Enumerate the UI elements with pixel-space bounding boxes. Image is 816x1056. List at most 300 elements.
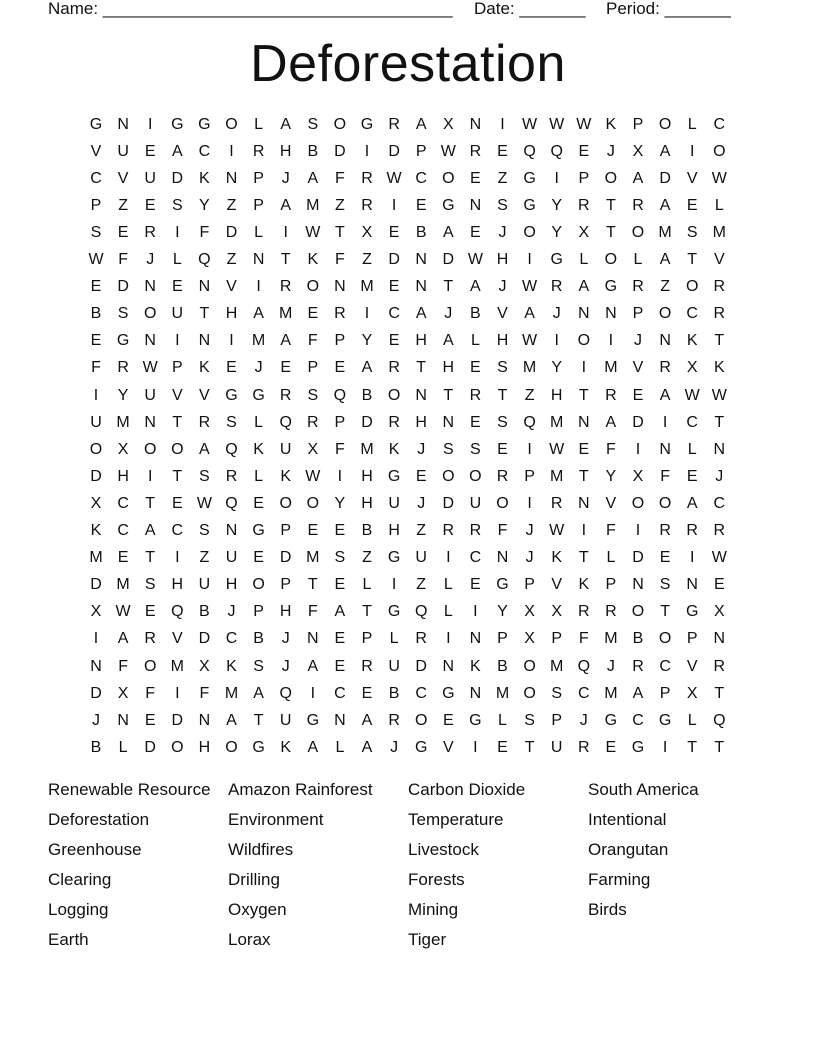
grid-letter[interactable]: I [500, 115, 505, 133]
grid-letter[interactable]: O [171, 738, 184, 756]
grid-letter[interactable]: U [198, 576, 211, 594]
grid-letter[interactable]: J [92, 711, 100, 729]
grid-letter[interactable]: O [225, 738, 238, 756]
grid-letter[interactable]: N [578, 494, 590, 512]
grid-letter[interactable]: P [334, 332, 346, 350]
grid-letter[interactable]: O [143, 305, 157, 323]
grid-letter[interactable]: S [497, 413, 508, 431]
grid-letter[interactable]: Q [523, 413, 536, 431]
grid-letter[interactable]: V [605, 494, 617, 512]
grid-letter[interactable]: R [307, 413, 319, 431]
grid-letter[interactable]: P [686, 630, 698, 648]
grid-letter[interactable]: D [171, 711, 184, 729]
grid-letter[interactable]: G [523, 196, 536, 214]
grid-letter[interactable]: G [252, 522, 265, 539]
grid-letter[interactable]: O [631, 223, 645, 241]
grid-letter[interactable]: I [147, 115, 153, 133]
grid-letter[interactable]: U [415, 549, 427, 567]
grid-letter[interactable]: A [605, 413, 617, 431]
grid-letter[interactable]: T [497, 386, 508, 404]
grid-letter[interactable]: E [334, 359, 346, 377]
grid-letter[interactable]: Q [523, 142, 536, 160]
grid-letter[interactable]: I [175, 223, 180, 241]
grid-letter[interactable]: K [199, 359, 210, 377]
grid-letter[interactable]: T [443, 278, 454, 296]
grid-letter[interactable]: I [364, 305, 370, 323]
grid-letter[interactable]: S [117, 305, 129, 323]
grid-letter[interactable]: E [280, 359, 292, 377]
grid-letter[interactable]: T [253, 711, 264, 729]
grid-letter[interactable]: T [714, 332, 725, 350]
grid-letter[interactable]: T [714, 413, 725, 431]
grid-letter[interactable]: T [578, 386, 589, 404]
grid-letter[interactable]: H [225, 576, 238, 594]
grid-letter[interactable]: Y [117, 386, 129, 404]
grid-letter[interactable]: J [390, 738, 399, 756]
grid-letter[interactable]: M [116, 576, 130, 594]
grid-letter[interactable]: O [523, 657, 536, 675]
grid-letter[interactable]: A [307, 738, 319, 756]
grid-letter[interactable]: C [90, 169, 102, 187]
grid-letter[interactable]: V [686, 169, 698, 187]
grid-letter[interactable]: U [279, 440, 292, 458]
grid-letter[interactable]: T [145, 494, 156, 512]
grid-letter[interactable]: F [335, 251, 345, 268]
name-field[interactable]: Name: _____________________________________ [48, 0, 453, 18]
grid-letter[interactable]: E [497, 440, 508, 458]
grid-letter[interactable]: A [442, 223, 454, 241]
grid-letter[interactable]: J [417, 494, 426, 512]
grid-letter[interactable]: J [579, 711, 588, 729]
grid-letter[interactable]: X [307, 440, 319, 458]
grid-letter[interactable]: N [225, 522, 238, 539]
grid-letter[interactable]: V [199, 386, 210, 404]
grid-letter[interactable]: U [388, 657, 400, 675]
grid-letter[interactable]: Z [199, 549, 210, 567]
grid-letter[interactable]: M [89, 549, 103, 567]
grid-letter[interactable]: K [280, 467, 292, 485]
grid-letter[interactable]: A [659, 251, 671, 268]
grid-letter[interactable]: W [196, 494, 212, 512]
grid-letter[interactable]: B [307, 142, 319, 160]
grid-letter[interactable]: E [470, 413, 481, 431]
grid-letter[interactable]: X [361, 223, 373, 241]
grid-letter[interactable]: O [658, 494, 672, 512]
grid-letter[interactable]: I [229, 142, 234, 160]
grid-letter[interactable]: P [307, 359, 319, 377]
grid-letter[interactable]: D [171, 169, 184, 187]
grid-letter[interactable]: O [306, 494, 320, 512]
grid-letter[interactable]: U [144, 169, 156, 187]
grid-letter[interactable]: R [388, 359, 400, 377]
grid-letter[interactable]: E [117, 549, 129, 567]
grid-letter[interactable]: I [93, 630, 99, 648]
grid-letter[interactable]: N [713, 440, 726, 458]
grid-letter[interactable]: U [279, 711, 292, 729]
grid-letter[interactable]: I [635, 440, 641, 458]
grid-letter[interactable]: O [496, 494, 509, 512]
grid-letter[interactable]: X [551, 603, 563, 621]
grid-letter[interactable]: P [551, 630, 563, 648]
grid-letter[interactable]: R [578, 738, 590, 756]
grid-letter[interactable]: R [279, 278, 292, 296]
grid-letter[interactable]: J [281, 657, 290, 675]
grid-letter[interactable]: W [549, 440, 565, 458]
grid-letter[interactable]: W [684, 386, 700, 404]
grid-letter[interactable]: Q [577, 657, 591, 675]
grid-letter[interactable]: E [144, 142, 156, 160]
grid-letter[interactable]: H [442, 359, 455, 377]
grid-letter[interactable]: Z [335, 196, 345, 214]
grid-letter[interactable]: D [388, 142, 400, 160]
grid-letter[interactable]: N [198, 711, 211, 729]
grid-letter[interactable]: H [496, 251, 509, 268]
grid-letter[interactable]: W [522, 278, 538, 296]
grid-letter[interactable]: A [199, 440, 210, 458]
grid-letter[interactable]: N [469, 196, 482, 214]
grid-letter[interactable]: W [142, 359, 158, 377]
grid-letter[interactable]: C [117, 522, 129, 539]
grid-letter[interactable]: R [225, 467, 238, 485]
grid-letter[interactable]: R [361, 657, 373, 675]
grid-letter[interactable]: A [280, 196, 292, 214]
grid-letter[interactable]: L [714, 196, 724, 214]
grid-letter[interactable]: F [91, 359, 101, 377]
grid-letter[interactable]: Z [226, 251, 237, 268]
grid-letter[interactable]: A [415, 115, 427, 133]
grid-letter[interactable]: N [252, 251, 265, 268]
grid-letter[interactable]: K [280, 738, 292, 756]
grid-letter[interactable]: N [144, 332, 156, 350]
grid-letter[interactable]: I [391, 196, 397, 214]
grid-letter[interactable]: L [687, 440, 697, 458]
grid-letter[interactable]: O [577, 332, 591, 350]
grid-letter[interactable]: A [524, 305, 535, 323]
grid-letter[interactable]: R [632, 278, 644, 296]
grid-letter[interactable]: G [252, 386, 265, 404]
grid-letter[interactable]: K [470, 657, 481, 675]
grid-letter[interactable]: L [687, 711, 697, 729]
grid-letter[interactable]: J [281, 169, 290, 187]
grid-letter[interactable]: E [659, 549, 671, 567]
grid-letter[interactable]: A [578, 278, 590, 296]
grid-letter[interactable]: G [306, 711, 320, 729]
grid-letter[interactable]: L [254, 115, 264, 133]
grid-letter[interactable]: L [470, 332, 480, 350]
grid-letter[interactable]: P [605, 576, 617, 594]
grid-letter[interactable]: O [604, 169, 618, 187]
grid-letter[interactable]: L [335, 738, 345, 756]
grid-letter[interactable]: U [550, 738, 563, 756]
grid-letter[interactable]: W [88, 251, 104, 268]
grid-letter[interactable]: E [90, 278, 102, 296]
grid-letter[interactable]: E [686, 196, 698, 214]
grid-letter[interactable]: N [469, 115, 482, 133]
grid-letter[interactable]: A [659, 196, 671, 214]
grid-letter[interactable]: P [659, 684, 671, 702]
grid-letter[interactable]: E [388, 278, 400, 296]
grid-letter[interactable]: G [658, 711, 672, 729]
grid-letter[interactable]: P [253, 603, 264, 621]
grid-letter[interactable]: E [442, 711, 454, 729]
grid-letter[interactable]: G [252, 738, 265, 756]
grid-letter[interactable]: C [415, 169, 427, 187]
grid-letter[interactable]: M [279, 305, 293, 323]
grid-letter[interactable]: L [254, 467, 264, 485]
grid-letter[interactable]: B [361, 386, 373, 404]
grid-letter[interactable]: R [605, 386, 617, 404]
grid-letter[interactable]: G [685, 603, 699, 621]
grid-letter[interactable]: O [171, 440, 184, 458]
grid-letter[interactable]: M [306, 196, 320, 214]
grid-letter[interactable]: T [307, 576, 318, 594]
grid-letter[interactable]: D [442, 494, 455, 512]
grid-letter[interactable]: D [632, 413, 644, 431]
grid-letter[interactable]: F [660, 467, 670, 485]
grid-letter[interactable]: G [523, 169, 536, 187]
grid-letter[interactable]: H [415, 332, 427, 350]
grid-letter[interactable]: G [442, 684, 455, 702]
grid-letter[interactable]: E [307, 305, 319, 323]
grid-letter[interactable]: V [686, 657, 698, 675]
grid-letter[interactable]: Y [605, 467, 617, 485]
grid-letter[interactable]: G [387, 603, 401, 621]
grid-letter[interactable]: F [497, 522, 508, 539]
grid-letter[interactable]: H [117, 467, 129, 485]
grid-letter[interactable]: G [225, 386, 238, 404]
grid-letter[interactable]: T [714, 684, 725, 702]
grid-letter[interactable]: L [606, 549, 616, 567]
grid-letter[interactable]: O [523, 684, 536, 702]
grid-letter[interactable]: O [306, 278, 320, 296]
grid-letter[interactable]: P [415, 142, 427, 160]
grid-letter[interactable]: N [198, 278, 211, 296]
grid-letter[interactable]: P [253, 196, 264, 214]
grid-letter[interactable]: W [522, 115, 538, 133]
grid-letter[interactable]: W [305, 223, 321, 241]
grid-letter[interactable]: O [279, 494, 292, 512]
grid-letter[interactable]: R [144, 630, 156, 648]
grid-letter[interactable]: B [361, 522, 373, 539]
grid-letter[interactable]: P [280, 576, 292, 594]
grid-letter[interactable]: F [307, 603, 318, 621]
grid-letter[interactable]: R [713, 522, 726, 539]
grid-letter[interactable]: E [90, 332, 102, 350]
grid-letter[interactable]: E [334, 522, 346, 539]
grid-letter[interactable]: G [171, 115, 184, 133]
grid-letter[interactable]: M [550, 413, 564, 431]
grid-letter[interactable]: T [335, 223, 345, 241]
grid-letter[interactable]: M [604, 684, 618, 702]
grid-letter[interactable]: U [90, 413, 102, 431]
period-field[interactable]: Period: _______ [606, 0, 731, 18]
grid-letter[interactable]: T [443, 386, 454, 404]
grid-letter[interactable]: R [578, 603, 590, 621]
grid-letter[interactable]: I [581, 359, 587, 377]
grid-letter[interactable]: A [415, 305, 427, 323]
grid-letter[interactable]: D [632, 549, 644, 567]
grid-letter[interactable]: K [199, 169, 210, 187]
grid-letter[interactable]: B [199, 603, 210, 621]
grid-letter[interactable]: M [495, 684, 510, 702]
grid-letter[interactable]: C [659, 657, 671, 675]
grid-letter[interactable]: E [334, 576, 346, 594]
grid-letter[interactable]: B [253, 630, 264, 648]
grid-letter[interactable]: G [360, 115, 374, 133]
grid-letter[interactable]: I [473, 738, 478, 756]
grid-letter[interactable]: O [523, 223, 536, 241]
grid-letter[interactable]: Q [414, 603, 428, 621]
grid-letter[interactable]: E [307, 522, 319, 539]
grid-letter[interactable]: E [470, 576, 481, 594]
grid-letter[interactable]: N [442, 657, 455, 675]
grid-letter[interactable]: X [117, 440, 129, 458]
grid-letter[interactable]: K [90, 522, 102, 539]
grid-letter[interactable]: P [253, 169, 264, 187]
grid-letter[interactable]: F [199, 223, 210, 241]
grid-letter[interactable]: R [659, 359, 671, 377]
grid-letter[interactable]: Y [361, 332, 373, 350]
grid-letter[interactable]: L [687, 115, 697, 133]
grid-letter[interactable]: O [252, 576, 265, 594]
grid-letter[interactable]: T [606, 196, 616, 214]
grid-letter[interactable]: O [89, 440, 103, 458]
grid-letter[interactable]: J [525, 522, 534, 539]
grid-letter[interactable]: Z [118, 196, 128, 214]
grid-letter[interactable]: D [442, 251, 455, 268]
grid-letter[interactable]: I [689, 142, 695, 160]
grid-letter[interactable]: E [470, 223, 481, 241]
grid-letter[interactable]: N [117, 115, 129, 133]
grid-letter[interactable]: A [171, 142, 183, 160]
grid-letter[interactable]: H [225, 305, 238, 323]
grid-letter[interactable]: D [90, 467, 102, 485]
grid-letter[interactable]: B [388, 684, 400, 702]
grid-letter[interactable]: C [686, 413, 698, 431]
grid-letter[interactable]: Q [713, 711, 726, 729]
grid-letter[interactable]: O [631, 603, 645, 621]
grid-letter[interactable]: A [361, 711, 373, 729]
grid-letter[interactable]: C [225, 630, 238, 648]
grid-letter[interactable]: Z [362, 251, 372, 268]
grid-letter[interactable]: C [415, 684, 427, 702]
grid-letter[interactable]: I [689, 549, 695, 567]
grid-letter[interactable]: F [118, 657, 128, 675]
grid-letter[interactable]: O [658, 305, 672, 323]
grid-letter[interactable]: M [251, 332, 266, 350]
grid-letter[interactable]: E [497, 142, 508, 160]
grid-letter[interactable]: P [497, 630, 508, 648]
grid-letter[interactable]: V [551, 576, 563, 594]
grid-letter[interactable]: F [578, 630, 589, 648]
grid-letter[interactable]: E [470, 169, 481, 187]
grid-letter[interactable]: O [143, 440, 157, 458]
grid-letter[interactable]: Q [279, 684, 292, 702]
grid-letter[interactable]: D [334, 142, 346, 160]
grid-letter[interactable]: P [632, 115, 644, 133]
grid-letter[interactable]: N [713, 630, 726, 648]
grid-letter[interactable]: I [527, 494, 532, 512]
grid-letter[interactable]: Z [416, 576, 427, 594]
grid-letter[interactable]: W [305, 467, 321, 485]
grid-letter[interactable]: C [578, 684, 590, 702]
grid-letter[interactable]: O [225, 115, 238, 133]
grid-letter[interactable]: Y [199, 196, 210, 214]
grid-letter[interactable]: G [89, 115, 103, 133]
grid-letter[interactable]: I [337, 467, 343, 485]
grid-letter[interactable]: G [387, 549, 401, 567]
grid-letter[interactable]: W [711, 169, 727, 187]
grid-letter[interactable]: A [144, 522, 156, 539]
grid-letter[interactable]: A [659, 386, 671, 404]
grid-letter[interactable]: E [578, 440, 590, 458]
grid-letter[interactable]: I [229, 332, 234, 350]
grid-letter[interactable]: R [713, 657, 726, 675]
grid-letter[interactable]: P [578, 169, 590, 187]
grid-letter[interactable]: P [171, 359, 183, 377]
grid-letter[interactable]: O [442, 169, 455, 187]
grid-letter[interactable]: Q [198, 251, 211, 268]
grid-letter[interactable]: M [712, 223, 726, 241]
grid-letter[interactable]: B [415, 223, 427, 241]
grid-letter[interactable]: S [253, 657, 264, 675]
grid-letter[interactable]: I [310, 684, 316, 702]
grid-letter[interactable]: J [146, 251, 155, 268]
grid-letter[interactable]: G [414, 738, 428, 756]
grid-letter[interactable]: X [90, 603, 102, 621]
grid-letter[interactable]: I [473, 603, 478, 621]
grid-letter[interactable]: B [497, 657, 508, 675]
grid-letter[interactable]: N [415, 278, 427, 296]
grid-letter[interactable]: X [90, 494, 102, 512]
grid-letter[interactable]: Y [551, 223, 563, 241]
grid-letter[interactable]: N [334, 711, 346, 729]
grid-letter[interactable]: G [604, 711, 618, 729]
grid-letter[interactable]: E [415, 467, 427, 485]
grid-letter[interactable]: I [175, 549, 180, 567]
grid-letter[interactable]: P [280, 522, 292, 539]
grid-letter[interactable]: P [361, 630, 373, 648]
grid-letter[interactable]: N [578, 305, 590, 323]
grid-letter[interactable]: E [578, 142, 590, 160]
grid-letter[interactable]: E [470, 359, 481, 377]
grid-letter[interactable]: F [335, 440, 345, 458]
grid-letter[interactable]: A [226, 711, 237, 729]
grid-letter[interactable]: I [93, 386, 99, 404]
grid-letter[interactable]: D [659, 169, 671, 187]
grid-letter[interactable]: T [660, 603, 670, 621]
grid-letter[interactable]: S [551, 684, 563, 702]
grid-letter[interactable]: F [307, 332, 318, 350]
grid-letter[interactable]: W [549, 522, 565, 539]
grid-letter[interactable]: P [334, 413, 346, 431]
grid-letter[interactable]: N [578, 413, 590, 431]
grid-letter[interactable]: R [632, 657, 644, 675]
grid-letter[interactable]: M [360, 440, 374, 458]
grid-letter[interactable]: X [199, 657, 210, 675]
grid-letter[interactable]: H [388, 522, 400, 539]
grid-letter[interactable]: X [686, 359, 698, 377]
grid-letter[interactable]: K [686, 332, 698, 350]
grid-letter[interactable]: S [307, 386, 319, 404]
grid-letter[interactable]: R [686, 522, 698, 539]
grid-letter[interactable]: C [469, 549, 482, 567]
grid-letter[interactable]: L [443, 576, 453, 594]
grid-letter[interactable]: I [283, 223, 288, 241]
grid-letter[interactable]: Q [225, 494, 238, 512]
grid-letter[interactable]: C [117, 494, 129, 512]
grid-letter[interactable]: C [198, 142, 211, 160]
